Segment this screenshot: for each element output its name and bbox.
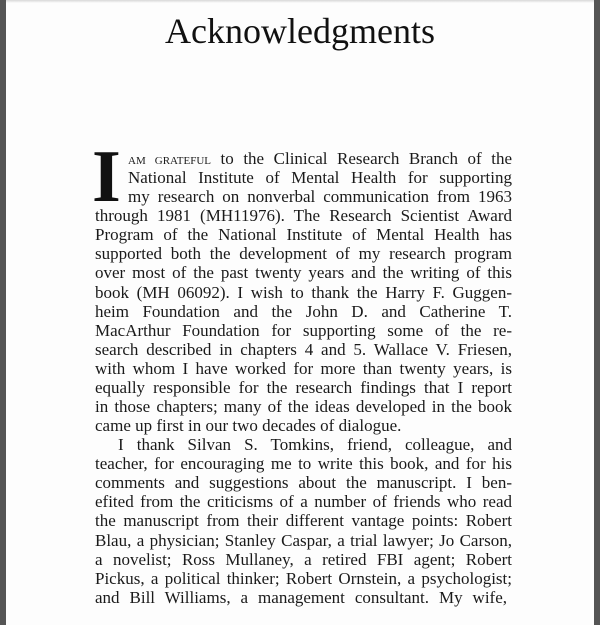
text-line: I thank Silvan S. Tomkins, friend, colleague, and — [118, 435, 512, 455]
paragraph-2 — [95, 435, 512, 607]
text-line: came up first in our two decades of dialogue. — [95, 416, 402, 436]
paragraph-1-dropcap-lines — [95, 149, 512, 206]
drop-cap: I — [92, 136, 121, 218]
text-line: Program of the National Institute of Mental Health has — [95, 225, 512, 245]
text-line: heim Foundation and the John D. and Catherine T. — [95, 301, 512, 321]
text-line: comments and suggestions about the manuscript. I ben- — [95, 473, 512, 493]
text-line: Blau, a physician; Stanley Caspar, a trial lawyer; Jo Carson, — [95, 530, 512, 550]
document-page — [6, 0, 594, 625]
text-line: equally responsible for the research findings that I report — [95, 377, 512, 397]
text-line: search described in chapters 4 and 5. Wallace V. Friesen, — [95, 339, 512, 359]
text-line: the manuscript from their different vantage points: Robert — [95, 511, 512, 531]
text-line — [128, 149, 512, 168]
text-line: book (MH 06092). I wish to thank the Harry F. Guggen- — [95, 282, 512, 302]
text-line: MacArthur Foundation for supporting some of the re- — [95, 320, 512, 340]
text-line: National Institute of Mental Health for supporting — [128, 168, 512, 188]
text-line: with whom I have worked for more than twenty years, is — [95, 358, 512, 378]
text-line: and Bill Williams, a management consultant. My wife, — [95, 587, 507, 607]
text-line: a novelist; Ross Mullaney, a retired FBI agent; Robert — [95, 549, 512, 569]
paragraph-1 — [95, 206, 512, 435]
text-line-rest: to the Clinical Research Branch of the — [211, 149, 512, 168]
text-line: Pickus, a political thinker; Robert Ornstein, a psychologist; — [95, 568, 512, 588]
text-line: teacher, for encouraging me to write this book, and for his — [95, 454, 512, 474]
text-line: through 1981 (MH11976). The Research Scientist Award — [95, 206, 512, 226]
text-line: supported both the development of my research program — [95, 244, 512, 264]
text-line: over most of the past twenty years and the writing of this — [95, 263, 512, 283]
acknowledgments-body — [92, 136, 512, 607]
text-line: efited from the criticisms of a number of friends who read — [95, 492, 512, 512]
page-top-shadow — [6, 0, 594, 3]
text-line: in those chapters; many of the ideas developed in the book — [95, 397, 512, 417]
page-title: Acknowledgments — [165, 11, 435, 51]
smallcaps-opening: am grateful — [128, 152, 211, 168]
text-line: my research on nonverbal communication from 1963 — [128, 187, 512, 207]
